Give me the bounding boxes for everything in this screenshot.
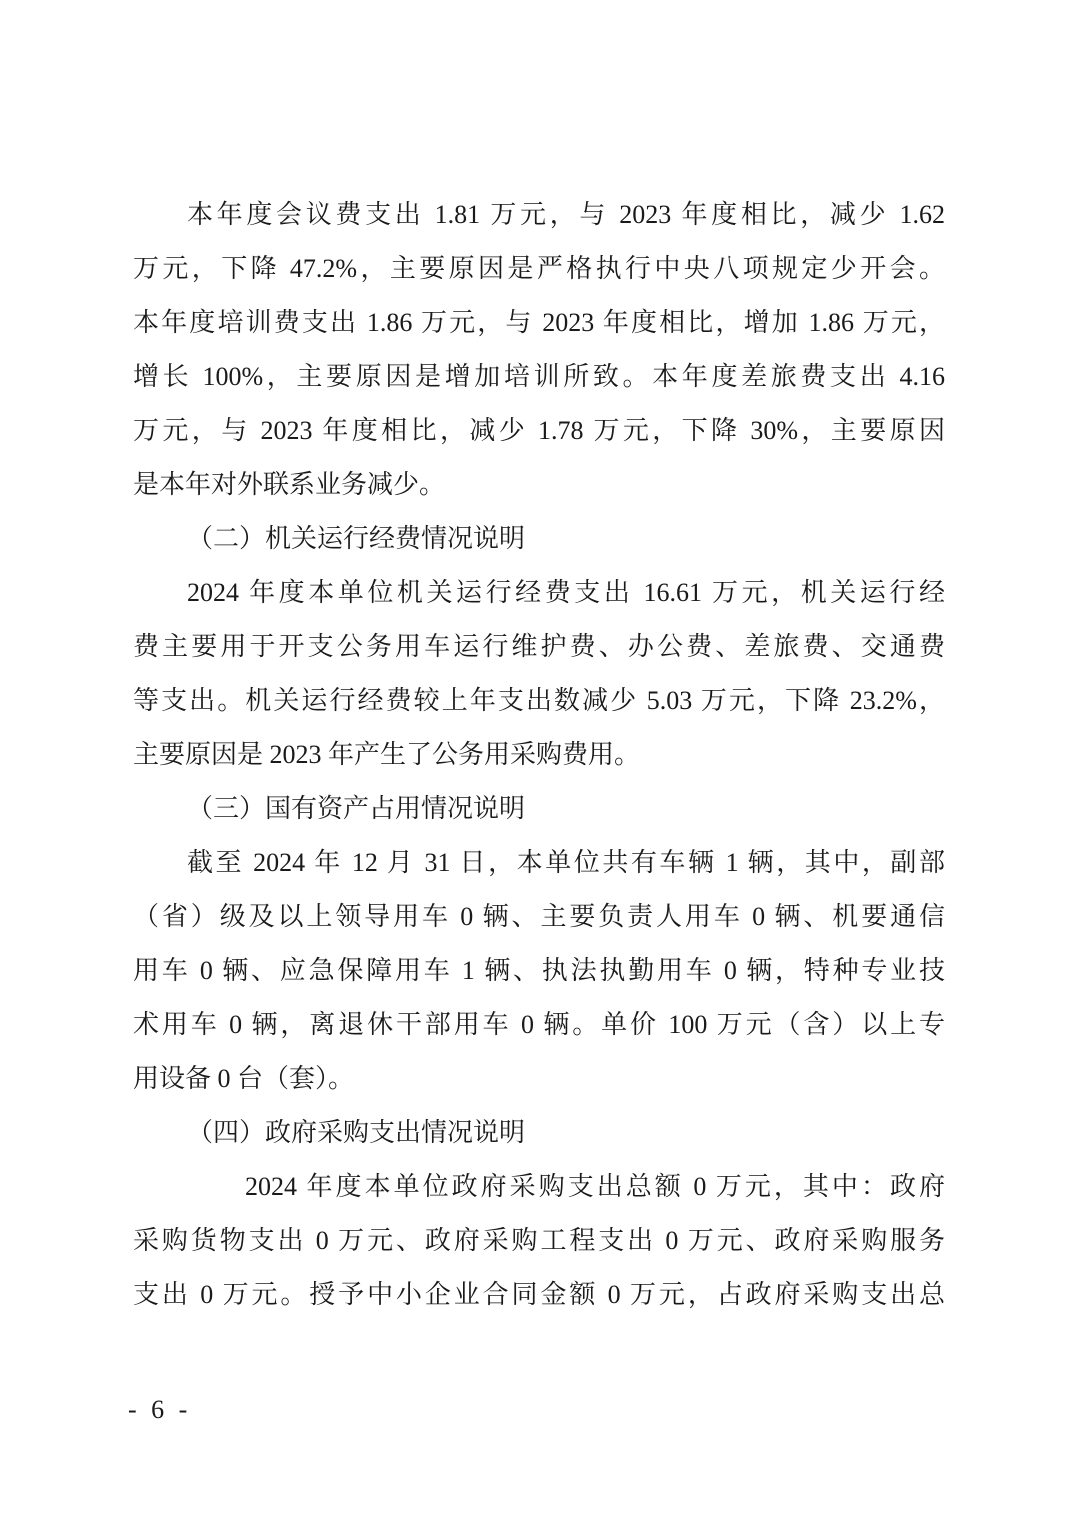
text-line: 2024 年度本单位机关运行经费支出 16.61 万元，机关运行经 (187, 578, 945, 607)
text-line: 是本年对外联系业务减少。 (133, 470, 446, 499)
text-line: 采购货物支出 0 万元、政府采购工程支出 0 万元、政府采购服务 (133, 1226, 945, 1255)
text-line: 万元，下降 47.2%，主要原因是严格执行中央八项规定少开会。 (133, 254, 945, 283)
text-line: （二）机关运行经费情况说明 (187, 524, 526, 553)
text-line: （省）级及以上领导用车 0 辆、主要负责人用车 0 辆、机要通信 (133, 902, 945, 931)
text-line: 本年度会议费支出 1.81 万元，与 2023 年度相比，减少 1.62 (187, 200, 945, 229)
text-line: 截至 2024 年 12 月 31 日，本单位共有车辆 1 辆，其中，副部 (187, 848, 945, 877)
text-line: 2024 年度本单位政府采购支出总额 0 万元，其中：政府 (245, 1172, 945, 1201)
text-line: 用设备 0 台（套）。 (133, 1064, 355, 1093)
text-line: （四）政府采购支出情况说明 (187, 1118, 526, 1147)
text-line: 万元，与 2023 年度相比，减少 1.78 万元，下降 30%，主要原因 (133, 416, 945, 445)
page-number: - 6 - (128, 1395, 192, 1424)
text-line: 等支出。机关运行经费较上年支出数减少 5.03 万元，下降 23.2%， (133, 686, 945, 715)
text-line: 用车 0 辆、应急保障用车 1 辆、执法执勤用车 0 辆，特种专业技 (133, 956, 945, 985)
text-line: 本年度培训费支出 1.86 万元，与 2023 年度相比，增加 1.86 万元， (133, 308, 945, 337)
document-body (133, 188, 945, 1322)
text-line: 支出 0 万元。授予中小企业合同金额 0 万元，占政府采购支出总 (133, 1280, 945, 1309)
text-line: 增长 100%，主要原因是增加培训所致。本年度差旅费支出 4.16 (133, 362, 945, 391)
text-line: （三）国有资产占用情况说明 (187, 794, 526, 823)
text-line: 术用车 0 辆，离退休干部用车 0 辆。单价 100 万元（含）以上专 (133, 1010, 945, 1039)
text-line: 主要原因是 2023 年产生了公务用采购费用。 (133, 740, 641, 769)
text-line: 费主要用于开支公务用车运行维护费、办公费、差旅费、交通费 (133, 632, 945, 661)
